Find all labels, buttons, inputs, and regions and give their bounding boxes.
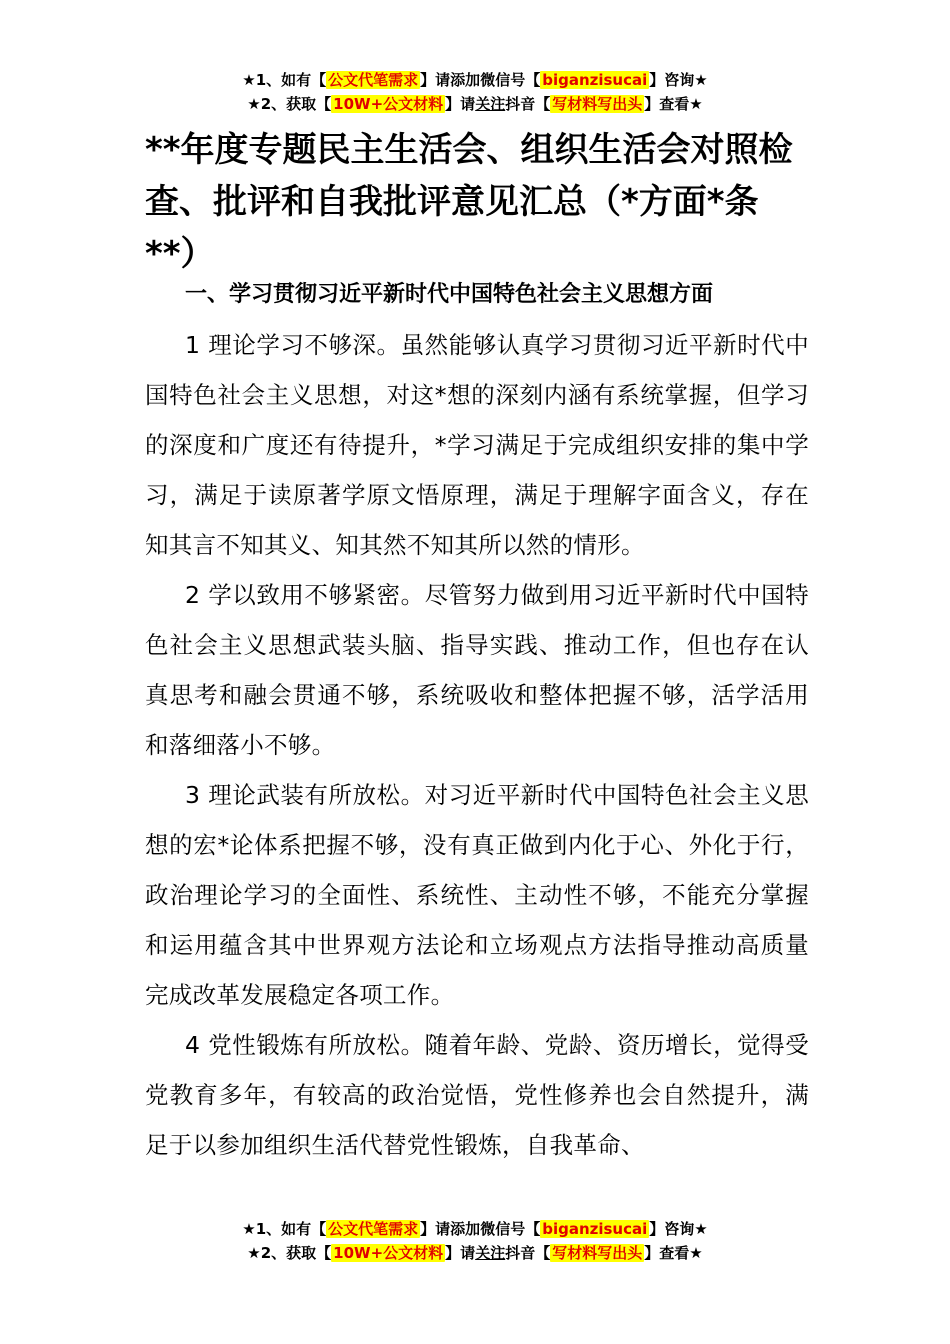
promo-text: 抖音【 [505, 95, 551, 113]
document-title: **年度专题民主生活会、组织生活会对照检查、批评和自我批评意见汇总（*方面*条 **） [145, 130, 793, 274]
promo-text: 】查看 [644, 1244, 690, 1262]
promo-text: 】咨询 [649, 1220, 695, 1238]
promo-emphasis: 关注 [475, 95, 506, 113]
paragraph-3: 3 理论武装有所放松。对习近平新时代中国特色社会主义思想的宏*论体系把握不够，没有真正做到内化于心、外化于行，政治理论学习的全面性、系统性、主动性不够，不能充分掌握和运用蕴含其中世界观方法论和立场观点方法指导推动高质量完成改革发展稳定各项工作。 [145, 781, 809, 1009]
paragraph-2: 2 学以致用不够紧密。尽管努力做到用习近平新时代中国特色社会主义思想武装头脑、指导实践、推动工作，但也存在认真思考和融会贯通不够，系统吸收和整体把握不够，活学活用和落细落小不够。 [145, 581, 809, 759]
douyin-id-highlight: 写材料写出头 [552, 95, 643, 113]
star-icon: ★ [689, 1244, 703, 1262]
star-icon: ★ [694, 1220, 708, 1238]
promo-line-1 [0, 68, 950, 92]
promo-text: 】请 [420, 1220, 451, 1238]
document-body [145, 320, 809, 1170]
star-icon: ★ [242, 1220, 256, 1238]
promo-emphasis: 添加 [450, 71, 481, 89]
promo-highlight: 公文代笔需求 [328, 71, 419, 89]
paragraph-4: 4 党性锻炼有所放松。随着年龄、党龄、资历增长，觉得受党教育多年，有较高的政治觉悟，党性修养也会自然提升，满足于以参加组织生活代替党性锻炼，自我革命、 [145, 1031, 809, 1159]
section-heading: 一、学习贯彻习近平新时代中国特色社会主义思想方面 [185, 282, 714, 307]
promo-line-1 [0, 1217, 950, 1241]
promo-text: 2、获取【 [260, 1244, 332, 1262]
promo-text: 1、如有【 [255, 1220, 327, 1238]
promo-line-2 [0, 92, 950, 116]
star-icon: ★ [242, 71, 256, 89]
promo-highlight: 10W+公文材料 [333, 1244, 444, 1262]
promo-emphasis: 关注 [475, 1244, 506, 1262]
promo-text: 1、如有【 [255, 71, 327, 89]
paragraph-1: 1 理论学习不够深。虽然能够认真学习贯彻习近平新时代中国特色社会主义思想，对这*想的深刻内涵有系统掌握，但学习的深度和广度还有待提升，*学习满足于完成组织安排的集中学习，满足于读原著学原文悟原理，满足于理解字面含义，存在知其言不知其义、知其然不知其所以然的情形。 [145, 331, 809, 559]
promo-text: 微信号【 [480, 71, 541, 89]
promo-text: 】请 [445, 95, 476, 113]
promo-emphasis: 添加 [450, 1220, 481, 1238]
promo-text: 】请 [445, 1244, 476, 1262]
promo-text: 】咨询 [649, 71, 695, 89]
star-icon: ★ [689, 95, 703, 113]
top-promo-banner [0, 68, 950, 116]
promo-text: 微信号【 [480, 1220, 541, 1238]
douyin-id-highlight: 写材料写出头 [552, 1244, 643, 1262]
promo-highlight: 公文代笔需求 [328, 1220, 419, 1238]
star-icon: ★ [247, 1244, 261, 1262]
promo-highlight: 10W+公文材料 [333, 95, 444, 113]
star-icon: ★ [694, 71, 708, 89]
promo-text: 】请 [420, 71, 451, 89]
wechat-id-highlight: biganzisucai [542, 71, 648, 89]
promo-line-2 [0, 1241, 950, 1265]
bottom-promo-banner [0, 1217, 950, 1265]
promo-text: 抖音【 [505, 1244, 551, 1262]
promo-text: 2、获取【 [260, 95, 332, 113]
wechat-id-highlight: biganzisucai [542, 1220, 648, 1238]
star-icon: ★ [247, 95, 261, 113]
promo-text: 】查看 [644, 95, 690, 113]
